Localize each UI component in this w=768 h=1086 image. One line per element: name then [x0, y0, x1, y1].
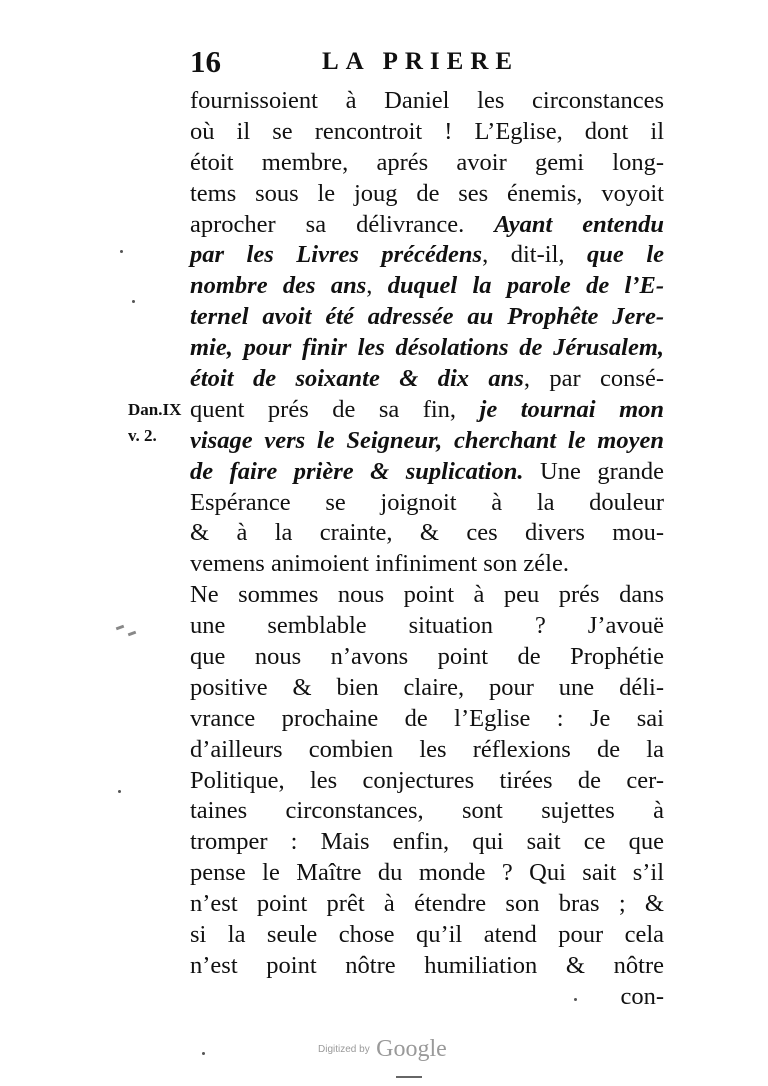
- text-segment: tems sous le joug de ses énemis, voyoit: [190, 179, 664, 207]
- italic-quote-segment: visage vers le Seigneur, cherchant le moyen: [190, 426, 664, 454]
- text-line: [190, 704, 664, 735]
- text-line: [190, 488, 664, 519]
- text-segment: taines circonstances, sont sujettes à: [190, 797, 664, 825]
- page-header: [190, 44, 660, 84]
- text-segment: tromper : Mais enfin, qui sait ce que: [190, 828, 664, 856]
- text-segment: que nous n’avons point de Prophétie: [190, 643, 664, 671]
- text-line: [190, 457, 664, 488]
- google-logo: Google: [376, 1036, 447, 1062]
- ink-speck: [118, 790, 121, 793]
- text-line: [190, 920, 664, 951]
- text-line: [190, 210, 664, 241]
- text-line: [190, 86, 664, 117]
- text-line: [190, 426, 664, 457]
- text-segment: vrance prochaine de l’Eglise : Je sai: [190, 704, 664, 732]
- text-segment: , dit-il,: [482, 241, 588, 269]
- ink-speck: [128, 631, 137, 637]
- ink-speck: [202, 1052, 205, 1055]
- ink-speck: [120, 250, 123, 253]
- text-segment: ,: [366, 272, 388, 300]
- text-segment: , par consé-: [523, 365, 664, 393]
- ink-speck: [396, 1076, 422, 1078]
- italic-quote-segment: nombre des ans: [190, 272, 367, 300]
- text-line: [190, 333, 664, 364]
- text-segment: & à la crainte, & ces divers mou-: [190, 519, 664, 547]
- italic-quote-segment: par les Livres précédens: [190, 241, 483, 269]
- text-line: [190, 858, 664, 889]
- text-line: [190, 549, 664, 580]
- text-segment: Ne sommes nous point à peu prés dans: [190, 581, 664, 609]
- text-line: [190, 117, 664, 148]
- italic-quote-segment: étoit de soixante & dix ans: [190, 365, 524, 393]
- italic-quote-segment: de faire prière & suplication.: [190, 457, 524, 485]
- ink-speck: [574, 998, 577, 1001]
- ink-speck: [116, 625, 125, 631]
- text-segment: quent prés de sa fin,: [190, 395, 480, 423]
- margin-reference-book: Dan.IX: [128, 400, 182, 419]
- text-line: [190, 735, 664, 766]
- page-number: 16: [190, 44, 221, 79]
- text-segment: où il se rencontroit ! L’Eglise, dont il: [190, 117, 664, 145]
- italic-quote-segment: je tournai mon: [479, 395, 665, 423]
- text-line: [190, 395, 664, 426]
- italic-quote-segment: duquel la parole de l’E-: [387, 272, 664, 300]
- text-segment: pense le Maître du monde ? Qui sait s’il: [190, 859, 664, 887]
- text-line: [190, 302, 664, 333]
- catchword: con-: [620, 982, 664, 1010]
- text-segment: n’est point nôtre humiliation & nôtre: [190, 951, 664, 979]
- text-segment: vemens animoient infiniment son zéle.: [190, 550, 569, 578]
- margin-reference-verse: v. 2.: [128, 426, 157, 445]
- italic-quote-segment: ternel avoit été adressée au Prophête Jere-: [190, 303, 664, 331]
- body-text: [190, 86, 664, 1013]
- text-segment: si la seule chose qu’il atend pour cela: [190, 921, 664, 949]
- italic-quote-segment: que le: [587, 241, 664, 269]
- ink-speck: [132, 300, 135, 303]
- italic-quote-segment: mie, pour finir les désolations de Jérusalem,: [190, 334, 664, 362]
- text-segment: étoit membre, aprés avoir gemi long-: [190, 148, 664, 176]
- text-line: [190, 611, 664, 642]
- text-segment: n’est point prêt à étendre son bras ; &: [190, 890, 664, 918]
- text-line: [190, 518, 664, 549]
- text-line: [190, 148, 664, 179]
- text-line: [190, 240, 664, 271]
- text-line: [190, 796, 664, 827]
- text-line: [190, 951, 664, 982]
- italic-quote-segment: Ayant entendu: [494, 210, 664, 238]
- text-line: [190, 889, 664, 920]
- text-segment: Une grande: [523, 457, 664, 485]
- margin-reference: [128, 398, 194, 450]
- text-segment: fournissoient à Daniel les circonstances: [190, 87, 664, 114]
- running-head: LA PRIERE: [322, 48, 520, 75]
- text-segment: une semblable situation ? J’avouë: [190, 612, 664, 640]
- text-segment: aprocher sa délivrance.: [190, 210, 495, 238]
- text-segment: Politique, les conjectures tirées de cer-: [190, 766, 664, 794]
- text-line: [190, 179, 664, 210]
- text-segment: d’ailleurs combien les réflexions de la: [190, 735, 664, 763]
- text-line: [190, 364, 664, 395]
- text-line: [190, 766, 664, 797]
- text-segment: positive & bien claire, pour une déli-: [190, 673, 664, 701]
- digitized-by-watermark: [318, 1036, 447, 1063]
- text-segment: Espérance se joignoit à la douleur: [190, 488, 664, 516]
- text-line: [190, 271, 664, 302]
- text-line: [190, 673, 664, 704]
- watermark-prefix: Digitized by: [318, 1044, 370, 1055]
- text-line: [190, 580, 664, 611]
- text-line: [190, 642, 664, 673]
- text-line: [190, 827, 664, 858]
